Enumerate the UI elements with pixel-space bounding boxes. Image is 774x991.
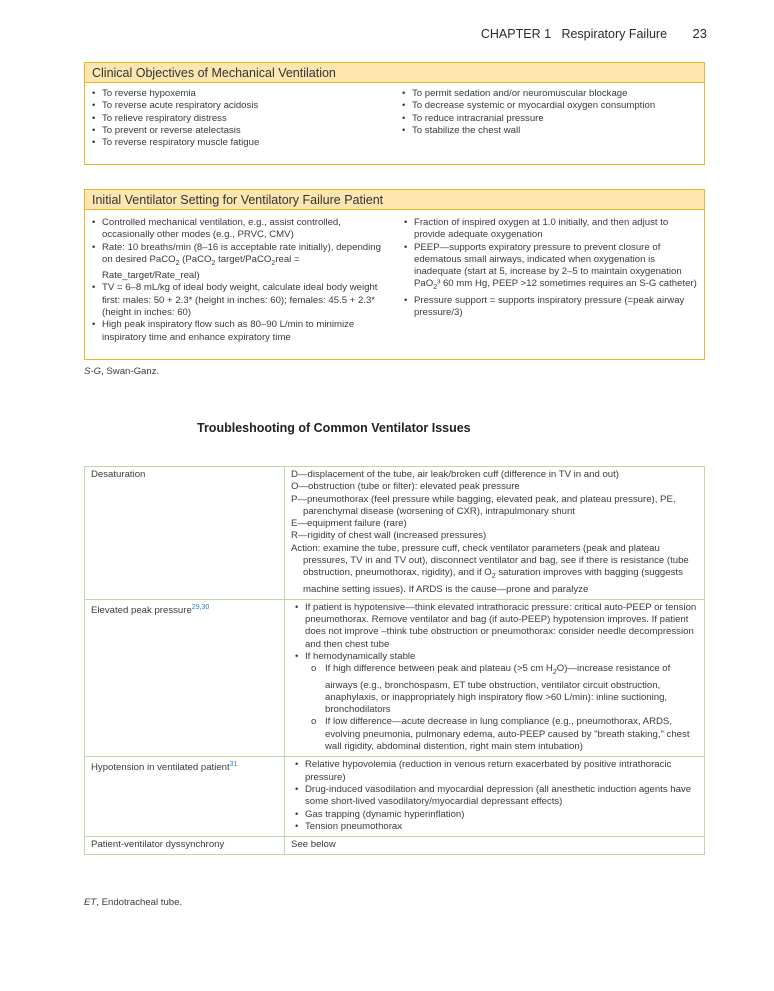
table-footnote: ET, Endotracheal tube.: [84, 897, 183, 908]
table-row: [85, 837, 705, 855]
list-item: • To decrease systemic or myocardial oxygen consumption: [398, 100, 704, 112]
row-label: Hypotension in ventilated patient$^{31}$: [85, 757, 285, 837]
list-item: • To reverse hypoxemia: [88, 88, 394, 100]
list-item: • To permit sedation and/or neuromuscular blockage: [398, 88, 704, 100]
chapter-label: CHAPTER 1 Respiratory Failure: [480, 27, 668, 41]
table-row: [85, 599, 705, 756]
row-label: Desaturation: [85, 467, 285, 600]
list-item: • To reduce intracranial pressure: [398, 113, 704, 125]
objectives-box: [84, 62, 705, 165]
table-title: Troubleshooting of Common Ventilator Issues: [197, 421, 471, 435]
row-content: D—displacement of the tube, air leak/broken cuff (difference in TV in and out) O—obstruction (tube or filter): elevated peak pressure P—pneumothorax (feel pressure while bagging, elevated peak, and plateau pressure), PE, parenchymal disease (worsening of CXR), intrapulmonary shunt E—equipment failure (rare) R—rigidity of chest wall (increased pressures) Action: examine the tube, pressure cuff, check ventilator parameters (peak and plateau pressures, TV in and TV out), disconnect ventilator and bag, see if there is resistance (tube obstruction, pneumothorax, rigidity), and if $O_2$ saturation improves with bagging (suggests machine setting issues). If ARDS is the cause—prone and paralyze: [285, 467, 705, 600]
row-content: See below: [285, 837, 705, 855]
abbreviation-note: S-G, Swan-Ganz.: [84, 366, 160, 377]
list-item: o If low difference—acute decrease in lung compliance (e.g., pneumothorax, ARDS, evolving pneumonia, pulmonary edema, auto-PEEP caused by "breath staking," chest wall rigidity, abdominal distention, right main stem intubation): [305, 716, 698, 753]
objectives-right-list: [398, 88, 704, 137]
list-item: • High peak inspiratory flow such as 80–90 L/min to minimize inspiratory time and enhance expiratory time: [88, 319, 386, 344]
list-item: o If high difference between peak and plateau (>5 cm $H_2O)—increase$ resistance of airways (e.g., bronchospasm, ET tube obstruction, ventilator circuit obstruction, anaphylaxis, or inappropriately high inspiratory flow >60 L/min): inline suctioning, bronchodilators: [305, 663, 698, 716]
objectives-left-list: [88, 88, 394, 149]
settings-left-list: [88, 217, 386, 344]
list-item: • To relieve respiratory distress: [88, 113, 394, 125]
objectives-title: Clinical Objectives of Mechanical Ventilation: [85, 63, 704, 83]
list-item: • Pressure support = supports inspiratory pressure (=peak airway pressure/3): [400, 295, 698, 320]
list-item: • Tension pneumothorax: [291, 821, 698, 833]
list-item: • If hemodynamically stable: [291, 651, 698, 663]
initial-settings-title: Initial Ventilator Setting for Ventilatory Failure Patient: [85, 190, 704, 210]
row-content: [285, 757, 705, 837]
list-item: • Fraction of inspired oxygen at 1.0 initially, and then adjust to provide adequate oxygenation: [400, 217, 698, 242]
list-item: • To reverse acute respiratory acidosis: [88, 100, 394, 112]
list-item: • Drug-induced vasodilation and myocardial depression (all anesthetic induction agents have some short-lived vasodilatory/myocardial depressant effects): [291, 784, 698, 809]
list-item: • Gas trapping (dynamic hyperinflation): [291, 809, 698, 821]
list-item: • To stabilize the chest wall: [398, 125, 704, 137]
initial-settings-box: [84, 189, 705, 360]
row-content: [285, 599, 705, 756]
troubleshooting-table: [84, 466, 705, 855]
row-label: Patient-ventilator dyssynchrony: [85, 837, 285, 855]
list-item: • Controlled mechanical ventilation, e.g., assist controlled, occasionally other modes (e.g., PRVC, CMV): [88, 217, 386, 242]
list-item: • To reverse respiratory muscle fatigue: [88, 137, 394, 149]
list-item: • To prevent or reverse atelectasis: [88, 125, 394, 137]
list-item: • PEEP—supports expiratory pressure to prevent closure of edematous small airways, indicated when oxygenation is inadequate (start at 5, increase by 2–5 to maintain oxygenation PaO$_2$³ 60 mm Hg, PEEP >12 sometimes requires an S-G catheter): [400, 242, 698, 295]
list-item: • Relative hypovolemia (reduction in venous return exacerbated by positive intrathoracic pressure): [291, 759, 698, 784]
table-row: [85, 467, 705, 600]
list-item: • If patient is hypotensive—think elevated intrathoracic pressure: critical auto-PEEP or tension pneumothorax. Remove ventilator and bag (if auto-PEEP) hypotension improves. If patient does not improve –think tube obstruction or pneumothorax: consider needle decompression and then chest tube: [291, 602, 698, 651]
page-number: 23: [692, 26, 707, 41]
row-label: Elevated peak pressure$^{29,30}$: [85, 599, 285, 756]
list-item: • TV = 6–8 mL/kg of ideal body weight, calculate ideal body weight first: males: 50 + 2.3* (height in inches: 60); females: 45.5 + 2.3* (height in inches: 60): [88, 282, 386, 319]
settings-right-list: [400, 217, 698, 319]
list-item: • Rate: 10 breaths/min (8–16 is acceptable rate initially), depending on desired PaCO$_2$ (PaCO$_2$ target/PaCO$_2$real = Rate_target/Rate_real): [88, 242, 386, 283]
table-row: [85, 757, 705, 837]
running-header: [481, 26, 707, 41]
